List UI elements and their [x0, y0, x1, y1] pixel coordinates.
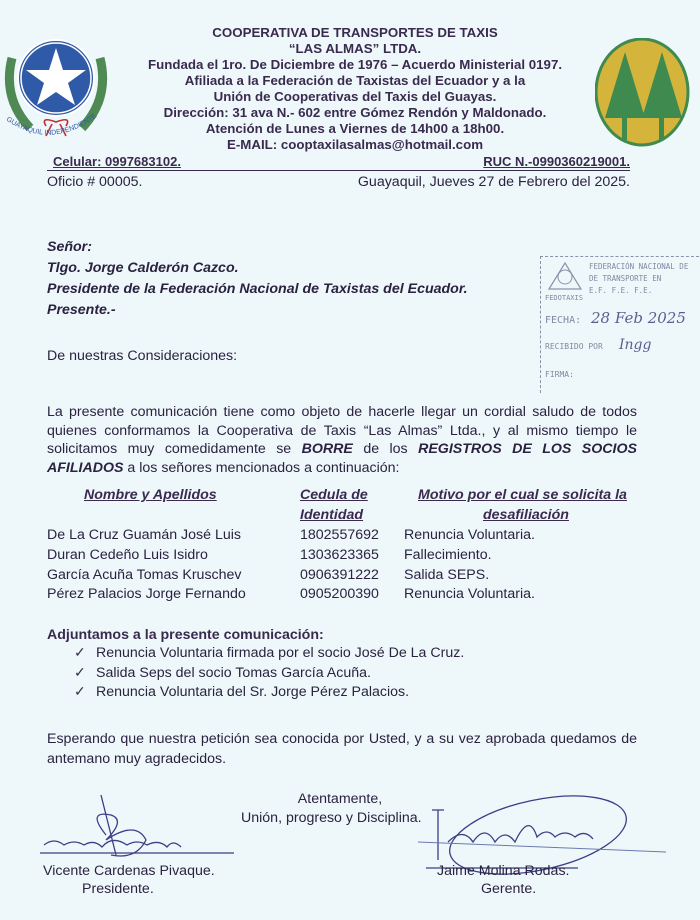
table-header-id: Cedula de [300, 487, 368, 503]
recipient-title: Presidente de la Federación Nacional de Taxistas del Ecuador. [47, 281, 468, 297]
letterhead-line: “LAS ALMAS” LTDA. [288, 41, 422, 56]
member-name: De La Cruz Guamán José Luis [47, 527, 241, 543]
stamp-recibido-label: RECIBIDO POR [545, 342, 603, 351]
letterhead-line: Atención de Lunes a Viernes de 14h00 a 18h00. [205, 121, 505, 136]
recipient-name: Tlgo. Jorge Calderón Cazco. [47, 260, 239, 276]
left-logo-text: GUAYAQUIL INDEPENDIENTE [4, 112, 99, 137]
member-name: Pérez Palacios Jorge Fernando [47, 586, 246, 602]
federation-seal-icon [545, 261, 585, 291]
checkmark-icon: ✓ [74, 645, 86, 661]
member-id: 0905200390 [300, 586, 379, 602]
letterhead-line: Dirección: 31 ava N.- 602 entre Gómez Rendón y Maldonado. [163, 105, 547, 120]
celular: Celular: 0997683102. [53, 154, 181, 169]
member-id: 0906391222 [300, 567, 379, 583]
body-text: de los [363, 441, 408, 457]
regards: Atentamente, [297, 791, 383, 807]
signer-name-president: Vicente Cardenas Pivaque. [43, 863, 215, 879]
oficio-number: Oficio # 00005. [47, 174, 143, 190]
body-text: La presente comunicación tiene como objeto de hacerle llegar un cordial saludo de todos quienes conformamos la Cooperativa de Taxis “Las Almas” Ltda., y al mismo tiempo le solicitamos muy comedidamente se [47, 404, 637, 457]
table-row [47, 585, 647, 604]
body-text: a los señores mencionados a continuación: [127, 459, 400, 476]
stamp-org: E.F. F.E. F.E. [589, 286, 653, 295]
member-reason: Renuncia Voluntaria. [404, 586, 535, 602]
table-header-name: Nombre y Apellidos [84, 487, 217, 503]
table-row [47, 546, 647, 566]
member-id: 1303623365 [300, 547, 379, 563]
letterhead-line: Afiliada a la Federación de Taxistas del Ecuador y a la [184, 73, 526, 88]
body-emphasis: REGISTROS DE LOS SOCIOS AFILIADOS [47, 441, 637, 476]
ruc: RUC N.-0990360219001. [483, 154, 630, 169]
signer-name-manager: Jaime Molina Rodas. [437, 863, 570, 879]
stamp-recibido-value: Ingg [619, 337, 652, 353]
attachment-text: Salida Seps del socio Tomas García Acuña. [96, 664, 371, 681]
contact-bar [47, 154, 630, 171]
twin-pine-trees-emblem-icon [595, 38, 695, 150]
member-reason: Renuncia Voluntaria. [404, 527, 535, 543]
table-row [47, 566, 647, 585]
member-id: 1802557692 [300, 527, 379, 543]
attachment-item [74, 644, 464, 664]
table-header-reason: Motivo por el cual se solicita la [418, 487, 627, 503]
member-name: Duran Cedeño Luis Isidro [47, 547, 208, 563]
salutation: Señor: [47, 239, 92, 255]
body-paragraph [47, 403, 637, 477]
member-name: García Acuña Tomas Kruschev [47, 567, 242, 583]
table-header-id: Identidad [300, 507, 364, 523]
members-table [47, 526, 647, 604]
member-reason: Salida SEPS. [404, 567, 490, 583]
stamp-fecha-value: 28 Feb 2025 [591, 309, 686, 327]
stamp-badge: FEDOTAXIS [545, 294, 583, 302]
stamp-firma-label: FIRMA: [545, 370, 574, 379]
table-row [47, 526, 647, 546]
checkmark-icon: ✓ [74, 664, 86, 681]
closing-paragraph: Esperando que nuestra petición sea conocida por Usted, y a su vez aprobada quedamos de antemano muy agradecidos. [47, 731, 637, 767]
reception-stamp [540, 256, 699, 393]
email-line: E-MAIL: cooptaxilasalmas@hotmail.com [226, 137, 484, 152]
stamp-fecha-label: FECHA: [545, 315, 582, 326]
body-emphasis: BORRE [301, 441, 353, 457]
star-wreath-emblem-icon [0, 28, 125, 146]
attachment-text: Renuncia Voluntaria del Sr. Jorge Pérez Palacios. [96, 684, 410, 700]
signature-scribble-icon [36, 795, 236, 865]
checkmark-icon: ✓ [74, 684, 86, 700]
attachment-text: Renuncia Voluntaria firmada por el socio José De La Cruz. [96, 645, 465, 661]
letterhead-line: Unión de Cooperativas del Taxis del Guayas. [213, 89, 497, 104]
motto: Unión, progreso y Disciplina. [241, 810, 422, 826]
greeting: De nuestras Consideraciones: [47, 348, 238, 364]
stamp-org: DE TRANSPORTE EN [589, 274, 662, 283]
attachment-item [74, 683, 464, 703]
date-line: Guayaquil, Jueves 27 de Febrero del 2025. [357, 174, 630, 190]
attachments-list [74, 644, 464, 703]
signer-role-president: Presidente. [82, 881, 154, 897]
letterhead-line: Fundada el 1ro. De Diciembre de 1976 – Acuerdo Ministerial 0197. [147, 57, 563, 72]
letterhead-line: COOPERATIVA DE TRANSPORTES DE TAXIS [212, 25, 498, 40]
stamp-org: FEDERACIÓN NACIONAL DE [589, 262, 689, 271]
member-reason: Fallecimiento. [404, 547, 492, 563]
letterhead [120, 25, 590, 153]
table-header-reason: desafiliación [483, 507, 569, 523]
attachments-heading: Adjuntamos a la presente comunicación: [47, 627, 324, 643]
presente: Presente.- [47, 302, 116, 318]
attachment-item [74, 664, 464, 684]
signer-role-manager: Gerente. [481, 881, 537, 897]
